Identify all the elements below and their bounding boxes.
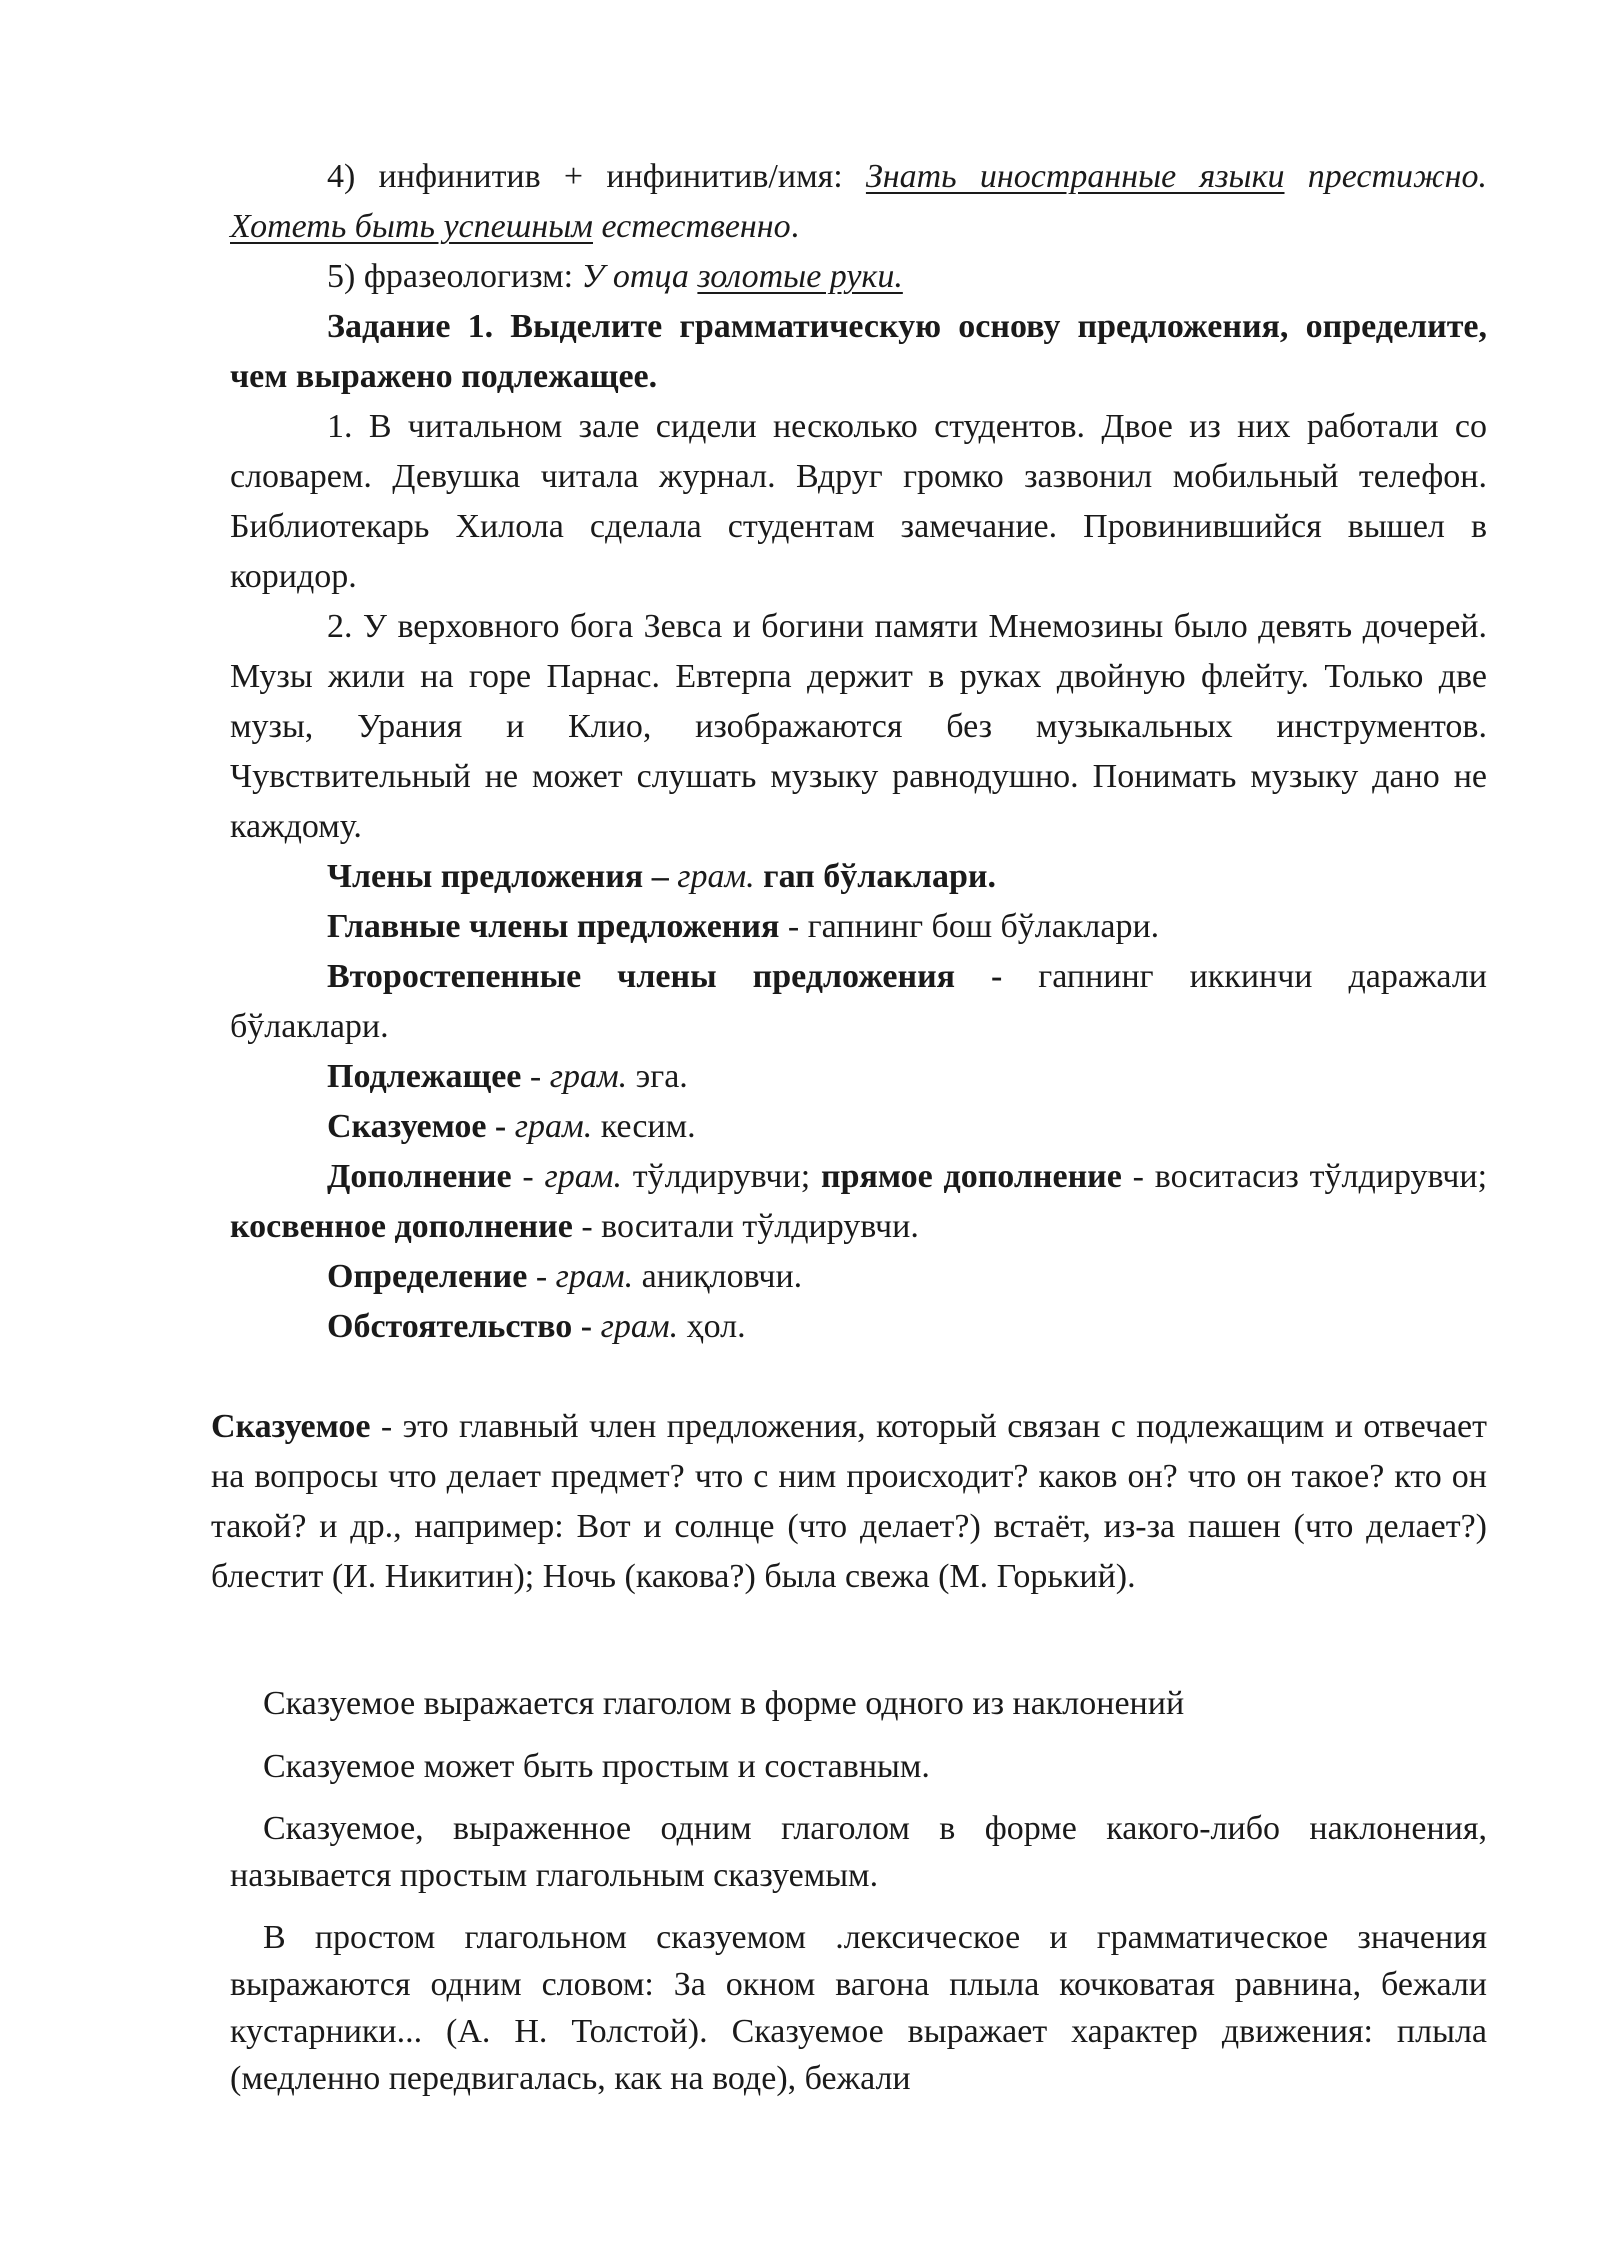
underlined-example: Хотеть быть успешным [230,208,593,245]
abbreviation: грам. [592,1308,679,1345]
paragraph-simple-predicate-meaning: В простом глагольном сказуемом .лексическое и грамматическое значения выражаются одним словом: За окном вагона плыла кочковатая равнина, бежали кустарники... (А. Н. Толстой). Сказуемое выражает характер движения: плыла (медленно передвигалась, как на воде), бежали [230,1919,1487,2097]
separator: - [527,1258,556,1295]
abbreviation: грам. [544,1158,622,1195]
term: Дополнение [327,1158,512,1195]
paragraph-predicate-kinds: Сказуемое может быть простым и составным. [263,1748,930,1785]
glossary-sentence-members [230,852,1487,902]
paragraph-text: 5) фразеологизм: [327,258,582,295]
translation: - воситали тўлдирувчи. [572,1208,919,1245]
abbreviation: грам. [668,858,755,895]
term: косвенное дополнение [230,1208,573,1245]
italic-example: У отца [581,258,698,295]
definition-text: - это главный член предложения, который связан с подлежащим и отвечает на вопросы что делает предмет? что с ним происходит? каков он? что он такое? кто он такой? и др., например: Вот и солнце (что делает?) встаёт, из-за пашен (что делает?) блестит (И. Никитин); Ночь (какова?) была свежа (М. Горький). [211,1408,1487,1595]
translation: - воситасиз тўлдирувчи; [1121,1158,1488,1195]
translation: эга. [627,1058,688,1095]
glossary-adverbial [230,1302,1487,1352]
glossary-attribute [230,1252,1487,1302]
term: Подлежащее [327,1058,522,1095]
abbreviation: грам. [506,1108,593,1145]
predicate-definition [211,1402,1487,1602]
paragraph-text: . [790,208,800,245]
term: Второстепенные члены предложения - [327,958,1003,995]
translation: тўлдирувчи; [621,1158,821,1195]
term: Сказуемое - [327,1108,507,1145]
exercise-paragraph-1: 1. В читальном зале сидели несколько студентов. Двое из них работали со словарем. Девушка читала журнал. Вдруг громко зазвонил мобильный телефон. Библиотекарь Хилола сделала студентам замечание. Провинившийся вышел в коридор. [230,408,1487,595]
term: Сказуемое [211,1408,371,1445]
translation: гап бўлаклари. [754,858,996,895]
glossary-predicate [230,1102,1487,1152]
glossary-object [230,1152,1487,1252]
translation: аниқловчи. [633,1258,803,1295]
abbreviation: грам. [549,1058,628,1095]
italic-example: престижно. [1284,158,1488,195]
term: прямое дополнение [820,1158,1122,1195]
separator: - [511,1158,545,1195]
translation: гапнинг иккинчи даражали бўлаклари. [230,958,1487,1045]
separator: - [521,1058,550,1095]
paragraph-infinitive [230,152,1487,252]
underlined-example: Знать иностранные языки [865,158,1285,195]
paragraph-predicate-mood: Сказуемое выражается глаголом в форме одного из наклонений [263,1685,1185,1722]
translation: - гапнинг бош бўлаклари. [779,908,1160,945]
paragraph-simple-predicate: Сказуемое, выраженное одним глаголом в форме какого-либо наклонения, называется простым глагольным сказуемым. [230,1810,1487,1894]
translation: кесим. [592,1108,696,1145]
paragraph-phraseologism [230,252,1487,302]
italic-example: естественно [593,208,791,245]
translation: ҳол. [678,1308,746,1345]
paragraph-text: 4) инфинитив + инфинитив/имя: [327,158,866,195]
exercise-paragraph-2: 2. У верховного бога Зевса и богини памяти Мнемозины было девять дочерей. Музы жили на горе Парнас. Евтерпа держит в руках двойную флейту. Только две музы, Урания и Клио, изображаются без музыкальных инструментов. Чувствительный не может слушать музыку равнодушно. Понимать музыку дано не каждому. [230,608,1487,845]
abbreviation: грам. [555,1258,634,1295]
underlined-example: золотые руки. [697,258,903,295]
glossary-main-members [230,902,1487,952]
term: Обстоятельство - [327,1308,593,1345]
term: Главные члены предложения [327,908,780,945]
task-heading: Задание 1. Выделите грамматическую основу предложения, определите, чем выражено подлежащее. [230,308,1487,395]
glossary-secondary-members [230,952,1487,1052]
term: Определение [327,1258,528,1295]
glossary-subject [230,1052,1487,1102]
term: Члены предложения – [327,858,669,895]
